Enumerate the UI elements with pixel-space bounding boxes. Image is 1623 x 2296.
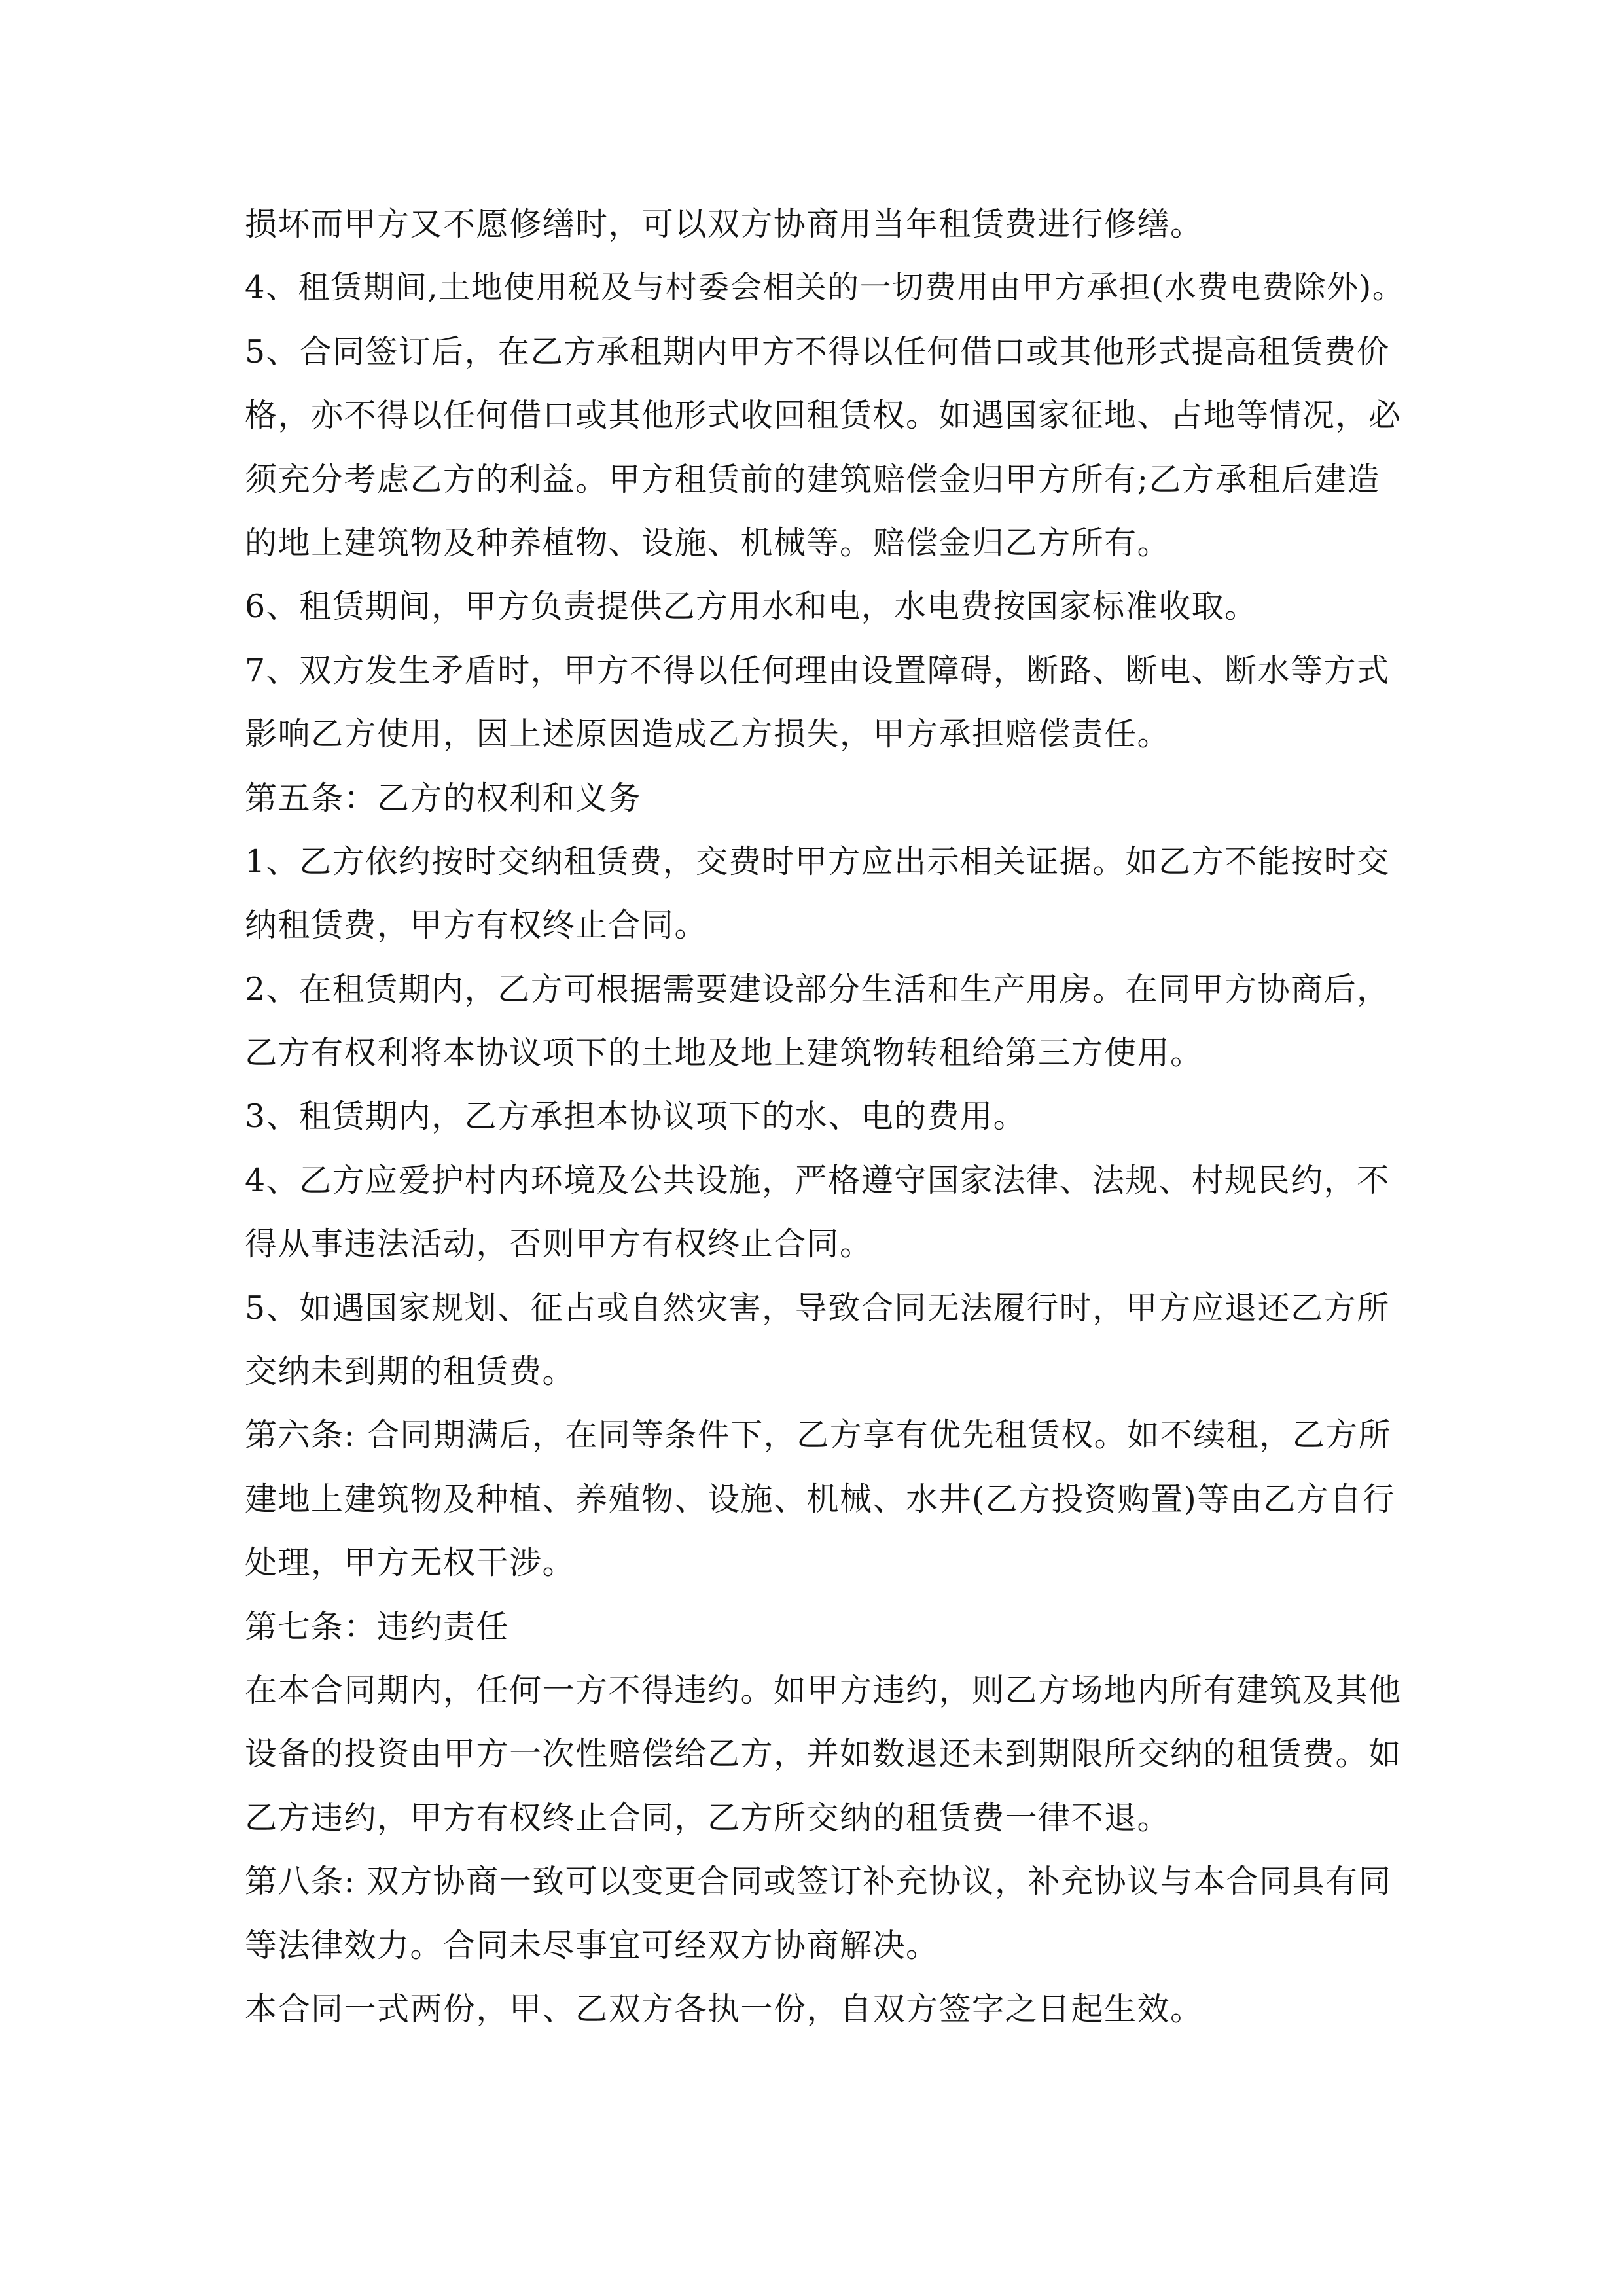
- section-heading: 第七条：违约责任: [245, 1607, 510, 1645]
- text-line: 格，亦不得以任何借口或其他形式收回租赁权。如遇国家征地、占地等情况，必: [245, 397, 1402, 435]
- text-line: 本合同一式两份，甲、乙双方各执一份，自双方签字之日起生效。: [245, 1990, 1204, 2028]
- contract-text-body: [245, 192, 1410, 2041]
- text-line: 等法律效力。合同未尽事宜可经双方协商解决。: [245, 1926, 939, 1964]
- text-line: 处理，甲方无权干涉。: [245, 1544, 576, 1582]
- text-line: 乙方违约，甲方有权终止合同，乙方所交纳的租赁费一律不退。: [245, 1799, 1171, 1837]
- text-line: 4、租赁期间,土地使用税及与村委会相关的一切费用由甲方承担(水费电费除外)。: [245, 269, 1405, 306]
- text-line: 建地上建筑物及种植、养殖物、设施、机械、水井(乙方投资购置)等由乙方自行: [245, 1480, 1396, 1518]
- text-line: 的地上建筑物及种养植物、设施、机械等。赔偿金归乙方所有。: [245, 524, 1171, 562]
- text-line: 5、如遇国家规划、征占或自然灾害，导致合同无法履行时，甲方应退还乙方所: [245, 1289, 1390, 1327]
- text-line: 纳租赁费，甲方有权终止合同。: [245, 906, 708, 944]
- text-line: 6、租赁期间，甲方负责提供乙方用水和电，水电费按国家标准收取。: [245, 588, 1258, 626]
- text-line: 乙方有权利将本协议项下的土地及地上建筑物转租给第三方使用。: [245, 1034, 1204, 1072]
- text-line: 在本合同期内，任何一方不得违约。如甲方违约，则乙方场地内所有建筑及其他: [245, 1671, 1402, 1709]
- text-line: 5、合同签订后，在乙方承租期内甲方不得以任何借口或其他形式提高租赁费价: [245, 332, 1390, 370]
- text-line: 设备的投资由甲方一次性赔偿给乙方，并如数退还未到期限所交纳的租赁费。如: [245, 1735, 1402, 1773]
- text-line: 得从事违法活动，否则甲方有权终止合同。: [245, 1225, 873, 1263]
- text-line: 2、在租赁期内，乙方可根据需要建设部分生活和生产用房。在同甲方协商后，: [245, 970, 1390, 1008]
- section-heading: 第六条: 合同期满后，在同等条件下，乙方享有优先租赁权。如不续租，乙方所: [245, 1416, 1392, 1454]
- section-heading: 第五条：乙方的权利和义务: [245, 779, 642, 817]
- text-line: 影响乙方使用，因上述原因造成乙方损失，甲方承担赔偿责任。: [245, 715, 1171, 753]
- text-line: 4、乙方应爱护村内环境及公共设施，严格遵守国家法律、法规、村规民约，不: [245, 1161, 1390, 1199]
- text-line: 1、乙方依约按时交纳租赁费，交费时甲方应出示相关证据。如乙方不能按时交: [245, 842, 1390, 880]
- section-heading: 第八条: 双方协商一致可以变更合同或签订补充协议，补充协议与本合同具有同: [245, 1863, 1392, 1901]
- text-line: 交纳未到期的租赁费。: [245, 1353, 576, 1391]
- text-line: 3、租赁期内，乙方承担本协议项下的水、电的费用。: [245, 1098, 1027, 1136]
- text-line: 7、双方发生矛盾时，甲方不得以任何理由设置障碍，断路、断电、断水等方式: [245, 651, 1390, 689]
- text-line: 须充分考虑乙方的利益。甲方租赁前的建筑赔偿金归甲方所有;乙方承租后建造: [245, 460, 1381, 498]
- text-line: 损坏而甲方又不愿修缮时，可以双方协商用当年租赁费进行修缮。: [245, 206, 1204, 243]
